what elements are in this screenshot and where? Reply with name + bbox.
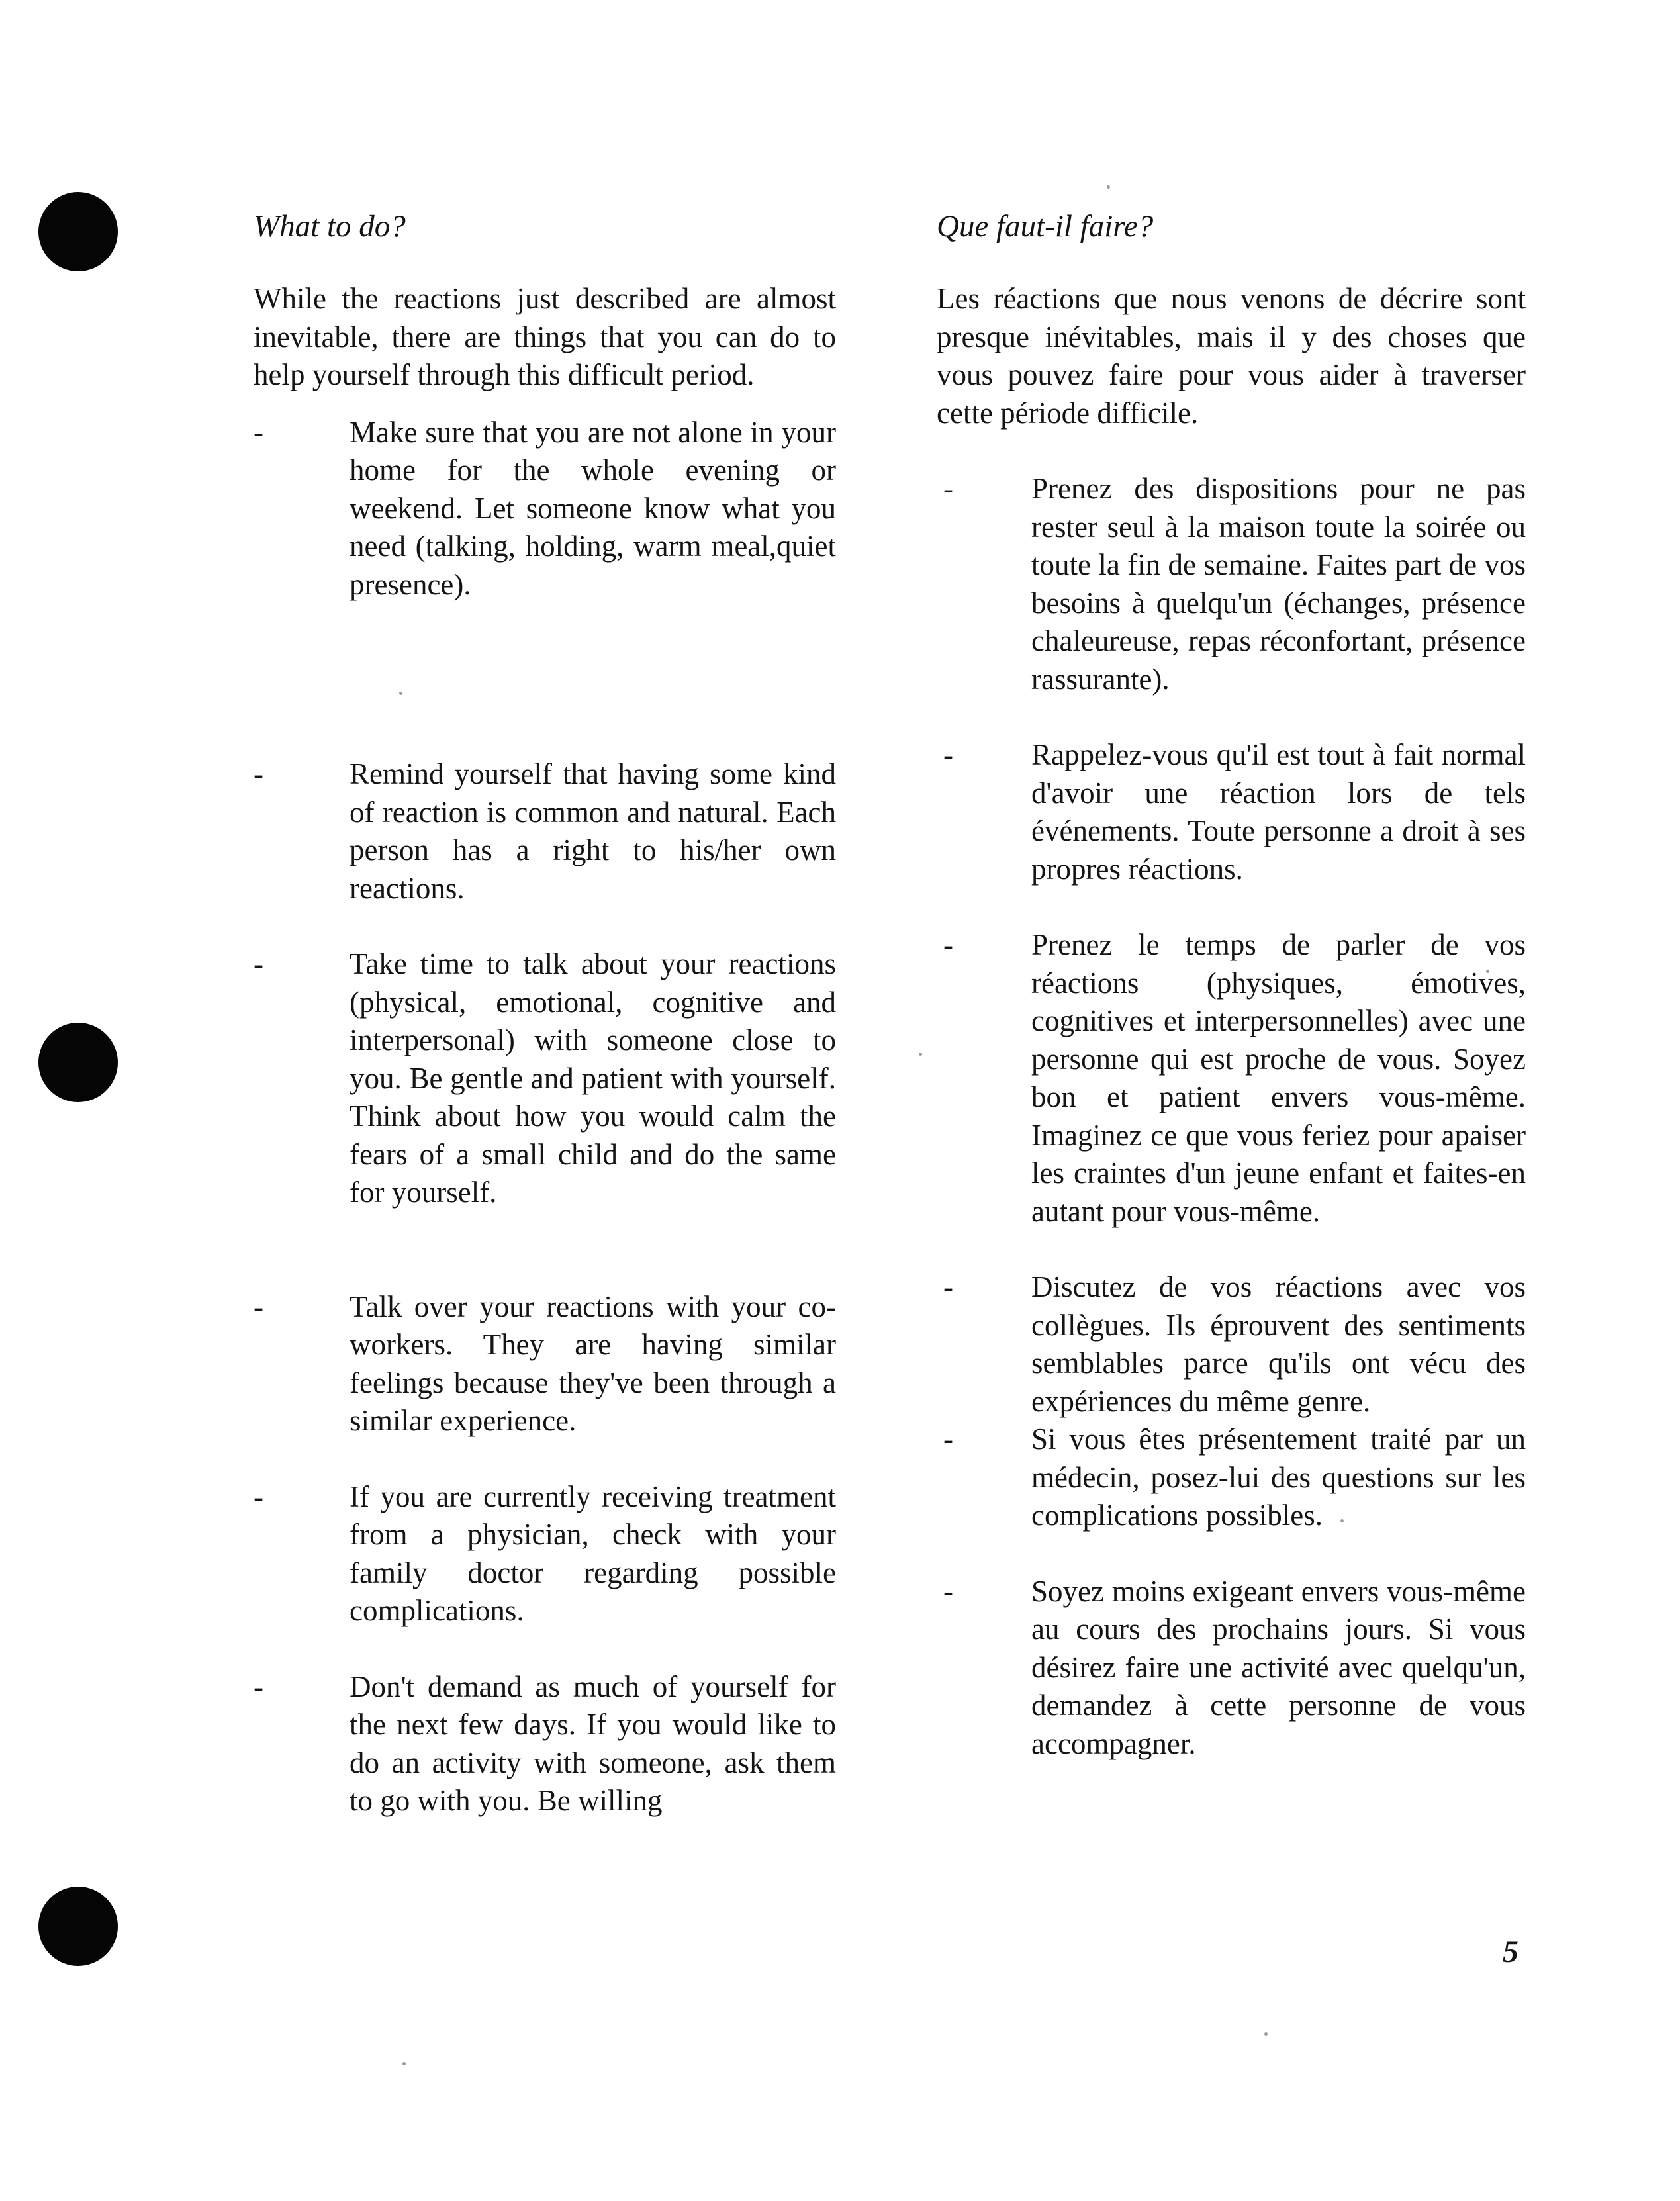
english-item-3 [254,945,836,1212]
english-item-text: Take time to talk about your reactions (physical, emotional, cognitive and interpersonal) with someone close to you. Be gentle and patient with yourself. Think about how you would calm the fears of a small child and do the same for yourself. [350,947,836,1209]
english-item-text: Talk over your reactions with your co-workers. They are having similar feelings because they've been through a similar experience. [350,1289,836,1437]
scan-speck [919,1053,922,1056]
bullet-dash: - [254,1289,263,1323]
bullet-dash: - [943,1574,953,1608]
french-item-text: Rappelez-vous qu'il est tout à fait normal d'avoir une réaction lors de tels événements. Toute personne a droit à ses propres réactions. [1031,738,1526,886]
binder-hole-top [38,192,118,271]
english-item-5 [254,1478,836,1630]
scan-speck [1107,185,1110,189]
english-item-6 [254,1668,836,1820]
french-item-1 [937,470,1526,698]
french-intro: Les réactions que nous venons de décrire sont presque inévitables, mais il y des choses que vous pouvez faire pour vous aider à traverser cette période difficile. [937,282,1526,430]
binder-hole-middle [38,1023,118,1102]
bullet-dash: - [943,1270,953,1303]
bullet-dash: - [943,928,953,961]
bullet-dash: - [254,947,263,980]
bullet-dash: - [254,1479,263,1513]
english-item-text: Don't demand as much of yourself for the next few days. If you would like to do an activity with someone, ask them to go with you. Be willing [350,1669,836,1817]
english-intro: While the reactions just described are almost inevitable, there are things that you can do to help yourself through this difficult period. [254,282,836,391]
french-item-text: Prenez des dispositions pour ne pas rester seul à la maison toute la soirée ou toute la fin de semaine. Faites part de vos besoins à quelqu'un (échanges, présence chaleureuse, repas réconfortant, présence rassurante). [1031,472,1526,696]
scan-speck [1264,2032,1268,2036]
bullet-dash: - [943,472,953,505]
english-item-2 [254,755,836,908]
french-item-3 [937,926,1526,1231]
french-item-text: Si vous êtes présentement traité par un médecin, posez-lui des questions sur les complications possibles. [1031,1423,1526,1532]
binder-hole-bottom [38,1887,118,1966]
french-heading: Que faut-il faire? [937,209,1154,244]
bullet-dash: - [254,757,263,790]
english-item-text: If you are currently receiving treatment from a physician, check with your family doctor regarding possible complications. [350,1479,836,1627]
french-item-6 [937,1573,1526,1763]
english-heading: What to do? [254,209,406,244]
bullet-dash: - [254,415,263,449]
english-item-text: Remind yourself that having some kind of reaction is common and natural. Each person has a right to his/her own reactions. [350,757,836,905]
scan-speck [402,2062,406,2065]
bullet-dash: - [943,738,953,771]
french-item-2 [937,736,1526,888]
page-number: 5 [1503,1934,1518,1969]
bullet-dash: - [254,1669,263,1703]
french-item-5 [937,1421,1526,1535]
english-item-1 [254,414,836,604]
french-item-text: Prenez le temps de parler de vos réactions (physiques, émotives, cognitives et interpersonnelles) avec une personne qui est proche de vous. Soyez bon et patient envers vous-même. Imaginez ce que vous feriez pour apaiser les craintes d'un jeune enfant et faites-en autant pour vous-même. [1031,928,1526,1228]
french-column [937,207,1526,1763]
bullet-dash: - [943,1423,953,1456]
english-item-4 [254,1288,836,1440]
french-item-text: Discutez de vos réactions avec vos collègues. Ils éprouvent des sentiments semblables parce qu'ils ont vécu des expériences du même genre. [1031,1270,1526,1418]
french-item-text: Soyez moins exigeant envers vous-même au cours des prochains jours. Si vous désirez faire une activité avec quelqu'un, demandez à cette personne de vous accompagner. [1031,1574,1526,1760]
english-column [254,207,836,1820]
french-item-4 [937,1268,1526,1421]
english-item-text: Make sure that you are not alone in your home for the whole evening or weekend. Let someone know what you need (talking, holding, warm meal,quiet presence). [350,415,836,601]
